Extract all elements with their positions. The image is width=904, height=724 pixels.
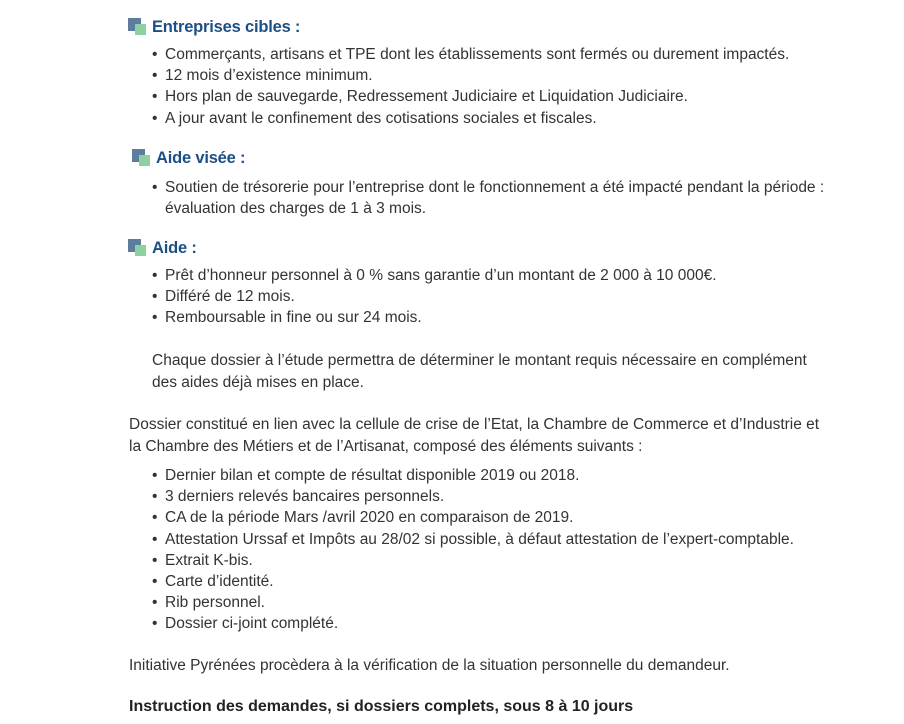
instruction-text: Instruction des demandes, si dossiers complets, sous 8 à 10 jours <box>129 698 634 715</box>
list-item-line: évaluation des charges de 1 à 3 mois. <box>165 200 427 218</box>
heading-aide-label: Aide : <box>152 239 197 257</box>
aide-note <box>152 350 807 393</box>
square-bullet-icon <box>132 149 152 168</box>
aide-note-line: des aides déjà mises en place. <box>152 373 364 391</box>
list-entreprises-cibles <box>152 44 789 129</box>
heading-entreprises-cibles <box>128 18 300 37</box>
list-item: • Dernier bilan et compte de résultat disponible 2019 ou 2018. <box>152 465 794 486</box>
list-aide-visee <box>152 177 824 219</box>
list-item: • Commerçants, artisans et TPE dont les établissements sont fermés ou durement impactés. <box>152 44 789 65</box>
list-item: • Extrait K-bis. <box>152 550 794 571</box>
list-item: • Hors plan de sauvegarde, Redressement Judiciaire et Liquidation Judiciaire. <box>152 86 789 107</box>
verification-text: Initiative Pyrénées procèdera à la vérification de la situation personnelle du demandeur. <box>129 657 730 674</box>
square-bullet-icon <box>128 239 148 258</box>
list-item: • Différé de 12 mois. <box>152 286 717 307</box>
aide-note-line: Chaque dossier à l’étude permettra de déterminer le montant requis nécessaire en complément <box>152 352 807 369</box>
heading-aide-visee <box>132 149 245 168</box>
list-item: • CA de la période Mars /avril 2020 en comparaison de 2019. <box>152 507 794 528</box>
list-item: • Carte d’identité. <box>152 571 794 592</box>
heading-entreprises-cibles-label: Entreprises cibles : <box>152 18 301 36</box>
dossier-intro <box>129 414 819 457</box>
list-item: • A jour avant le confinement des cotisations sociales et fiscales. <box>152 108 789 129</box>
dossier-intro-line: Dossier constitué en lien avec la cellule de crise de l’Etat, la Chambre de Commerce et d’Industrie et <box>129 416 820 433</box>
list-item: • Attestation Urssaf et Impôts au 28/02 si possible, à défaut attestation de l’expert-comptable. <box>152 529 794 550</box>
list-item-line: Soutien de trésorerie pour l’entreprise dont le fonctionnement a été impacté pendant la période : <box>165 179 825 196</box>
list-item: • Remboursable in fine ou sur 24 mois. <box>152 307 717 328</box>
list-aide <box>152 265 717 329</box>
list-dossier <box>152 465 794 635</box>
list-item: • Dossier ci-joint complété. <box>152 613 794 634</box>
dossier-intro-line: la Chambre des Métiers et de l’Artisanat, composé des éléments suivants : <box>129 437 643 455</box>
list-item: • 3 derniers relevés bancaires personnels. <box>152 486 794 507</box>
heading-aide <box>128 239 197 258</box>
list-item: • 12 mois d’existence minimum. <box>152 65 789 86</box>
list-item: • Prêt d’honneur personnel à 0 % sans garantie d’un montant de 2 000 à 10 000€. <box>152 265 717 286</box>
list-item <box>152 177 824 219</box>
heading-aide-visee-label: Aide visée : <box>156 149 246 167</box>
list-item: • Rib personnel. <box>152 592 794 613</box>
square-bullet-icon <box>128 18 148 37</box>
